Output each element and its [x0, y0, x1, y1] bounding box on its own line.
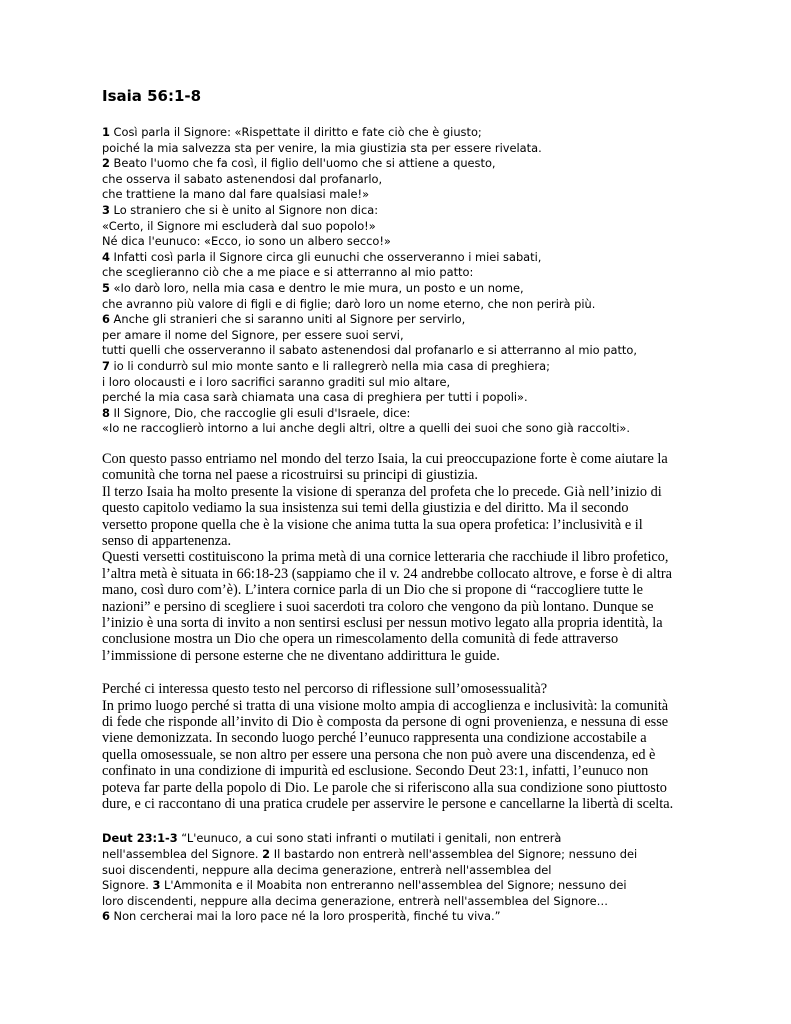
isaiah-verses [102, 125, 702, 437]
verse-number: 4 [102, 249, 110, 264]
deuteronomy-quote [102, 831, 702, 925]
verse-line [102, 328, 702, 344]
verse-line [102, 297, 702, 313]
commentary-paragraph-2 [102, 681, 702, 812]
deut-line: Deut 23:1-3 “L'eunuco, a cui sono stati infranti o mutilati i genitali, non entrerà [102, 831, 562, 846]
deut-line: nell'assemblea del Signore. 2 Il bastardo non entrerà nell'assemblea del Signore; nessuno dei [102, 847, 638, 861]
verse-line [102, 312, 702, 328]
document-page [102, 86, 702, 925]
text-line: dure, e ci raccontano di una pratica crudele per asservire le persone e cancellarne la libertà di scelta. [102, 796, 674, 812]
text-line: l’altra metà è situata in 66:18-23 (sappiamo che il v. 24 andrebbe collocato altrove, e forse è di altra [102, 565, 672, 582]
verse-text: Né dica l'eunuco: «Ecco, io sono un albero secco!» [102, 234, 391, 249]
text-line: viene demonizzata. In secondo luogo perché l’eunuco rappresenta una condizione accostabile a [102, 730, 647, 747]
verse-text: «Certo, il Signore mi escluderà dal suo popolo!» [102, 218, 376, 233]
text-line: senso di appartenenza. [102, 532, 232, 549]
text-line: comunità che torna nel paese a ricostruirsi su principi di giustizia. [102, 467, 478, 484]
verse-line [102, 219, 702, 235]
verse-line [102, 421, 702, 437]
text-line: quella omosessuale, se non altro per essere una persona che non può avere una discendenza, ed è [102, 746, 656, 763]
verse-line [102, 406, 702, 422]
verse-line [102, 125, 702, 141]
text-line: Perché ci interessa questo testo nel percorso di riflessione sull’omosessualità? [102, 681, 548, 698]
verse-line [102, 281, 702, 297]
verse-text: Il Signore, Dio, che raccoglie gli esuli d'Israele, dice: [109, 405, 411, 420]
verse-line [102, 234, 702, 250]
verse-line [102, 141, 702, 157]
deut-line: loro discendenti, neppure alla decima generazione, entrerà nell'assemblea del Signore… [102, 893, 608, 908]
verse-text: i loro olocausti e i loro sacrifici saranno graditi sul mio altare, [102, 374, 451, 389]
verse-line [102, 156, 702, 172]
verse-text: Così parla il Signore: «Rispettate il diritto e fate ciò che è giusto; [109, 125, 482, 139]
text-line: versetto propone quella che è la visione che anima tutta la sua opera profetica: l’inclusività e il [102, 516, 643, 533]
verse-number: 2 [262, 847, 271, 861]
verse-text: perché la mia casa sarà chiamata una casa di preghiera per tutti i popoli». [102, 390, 528, 405]
text-line: questo capitolo vediamo la sua insistenza sui temi della giustizia e del diritto. Ma il secondo [102, 500, 629, 517]
text-line: l’inizio è una sorta di invito a non sentirsi esclusi per nessun motivo legato alla propria identità, la [102, 614, 663, 631]
verse-number: 3 [102, 202, 110, 217]
verse-line [102, 250, 702, 266]
deut-line: Signore. 3 L'Ammonita e il Moabita non entreranno nell'assemblea del Signore; nessuno dei [102, 878, 627, 893]
text-line: l’immissione di persone esterne che ne diventano addirittura le guide. [102, 647, 500, 664]
text-line: nazioni” e persino di scegliere i suoi sacerdoti tra coloro che vengono da più lontano. Dunque se [102, 598, 654, 615]
deut-line: 6 Non cercherai mai la loro pace né la loro prosperità, finché tu viva.” [102, 909, 501, 924]
verse-text: che osserva il sabato astenendosi dal profanarlo, [102, 171, 383, 186]
verse-line [102, 359, 702, 375]
text-line: mano, così duro com’è). L’intera cornice parla di un Dio che si propone di “raccogliere tutte le [102, 582, 643, 599]
verse-text: per amare il nome del Signore, per essere suoi servi, [102, 327, 404, 342]
deut-line: suoi discendenti, neppure alla decima generazione, entrerà nell'assemblea del [102, 862, 552, 877]
verse-number: 2 [102, 156, 110, 171]
text-line: conclusione mostra un Dio che opera un rimescolamento della comunità di fede attraverso [102, 631, 619, 648]
verse-line [102, 390, 702, 406]
text-line: Con questo passo entriamo nel mondo del terzo Isaia, la cui preoccupazione forte è come aiutare la [102, 450, 668, 467]
verse-text: «Io darò loro, nella mia casa e dentro le mie mura, un posto e un nome, [109, 280, 524, 295]
verse-text: io li condurrò sul mio monte santo e li rallegrerò nella mia casa di preghiera; [109, 358, 550, 373]
verse-text: che avranno più valore di figli e di figlie; darò loro un nome eterno, che non perirà più. [102, 296, 596, 311]
verse-number: 6 [102, 312, 110, 327]
verse-text: Lo straniero che si è unito al Signore non dica: [109, 202, 379, 217]
verse-text: poiché la mia salvezza sta per venire, la mia giustizia sta per essere rivelata. [102, 140, 542, 155]
verse-number: 8 [102, 405, 110, 420]
text-line: Il terzo Isaia ha molto presente la visione di speranza del profeta che lo precede. Già nell’inizio di [102, 483, 662, 500]
text-line: Questi versetti costituiscono la prima metà di una cornice letteraria che racchiude il libro profetico, [102, 549, 669, 566]
verse-line [102, 172, 702, 188]
commentary-paragraph-1 [102, 451, 702, 664]
verse-number: 1 [102, 125, 110, 139]
verse-number: 6 [102, 909, 110, 924]
verse-number: 5 [102, 280, 110, 295]
verse-text: che trattiene la mano dal fare qualsiasi male!» [102, 187, 370, 202]
verse-text: che sceglieranno ciò che a me piace e si atterranno al mio patto: [102, 265, 474, 280]
verse-line [102, 375, 702, 391]
verse-text: «Io ne raccoglierò intorno a lui anche degli altri, oltre a quelli dei suoi che sono già raccolti». [102, 421, 630, 436]
text-line: di fede che risponde all’invito di Dio è composta da persone di ogni provenienza, e nessuna di esse [102, 713, 669, 730]
verse-line [102, 187, 702, 203]
page-title: Isaia 56:1-8 [102, 87, 202, 105]
text-line: confinato in una condizione di impurità ed esclusione. Secondo Deut 23:1, infatti, l’eunuco non [102, 763, 649, 780]
verse-line [102, 203, 702, 219]
verse-text: tutti quelli che osserveranno il sabato astenendosi dal profanarlo e si atterranno al mio patto, [102, 343, 637, 358]
text-line: In primo luogo perché si tratta di una visione molto ampia di accoglienza e inclusività: la comunità [102, 697, 669, 714]
verse-number: 7 [102, 358, 110, 373]
verse-text: Beato l'uomo che fa così, il figlio dell'uomo che si attiene a questo, [109, 156, 496, 171]
verse-text: Infatti così parla il Signore circa gli eunuchi che osserveranno i miei sabati, [109, 249, 542, 264]
text-line: poteva far parte della popolo di Dio. Le parole che si riferiscono alla sua condizione sono piuttosto [102, 779, 667, 796]
verse-line [102, 343, 702, 359]
deut-reference: Deut 23:1-3 [102, 831, 178, 846]
verse-line [102, 265, 702, 281]
verse-number: 3 [152, 878, 161, 893]
verse-text: Anche gli stranieri che si saranno uniti al Signore per servirlo, [109, 312, 466, 327]
